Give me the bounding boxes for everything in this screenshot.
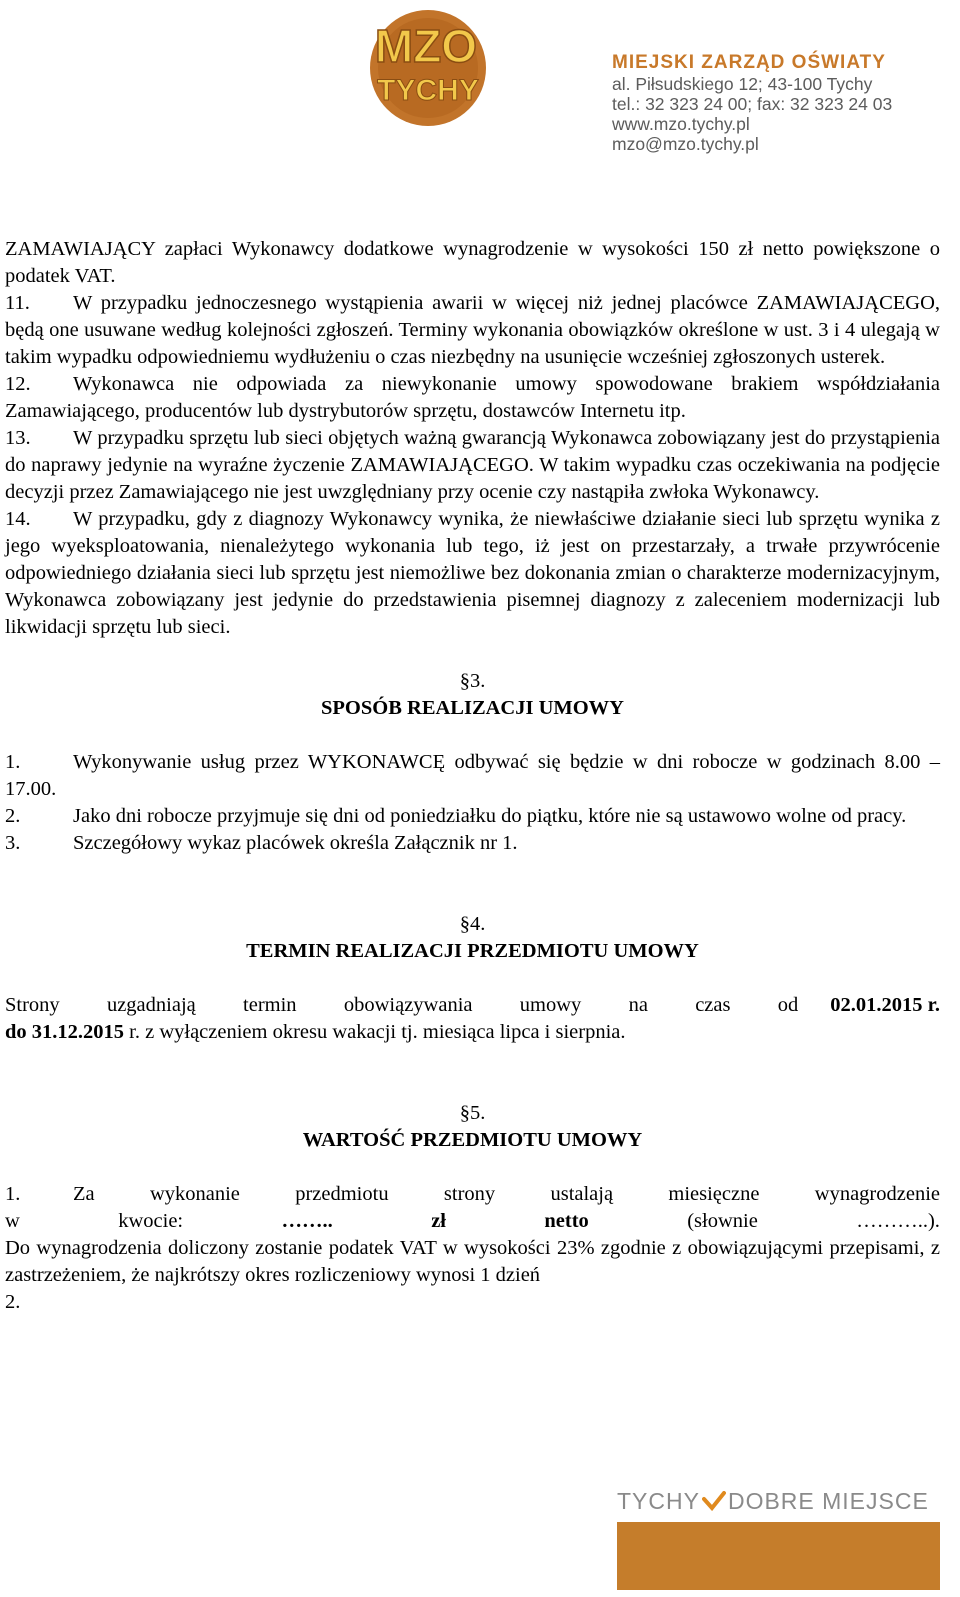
mzo-tychy-logo bbox=[352, 2, 500, 127]
section-3-title: SPOSÓB REALIZACJI UMOWY bbox=[321, 697, 624, 719]
spacer bbox=[5, 1046, 940, 1100]
section-4-title: TERMIN REALIZACJI PRZEDMIOTU UMOWY bbox=[246, 940, 699, 962]
paragraph-14 bbox=[5, 506, 940, 641]
item-text: Wykonywanie usług przez WYKONAWCĘ odbywać się będzie w dni robocze w godzinach 8.00 – 17.00. bbox=[5, 751, 940, 800]
section-4-text-end: r. z wyłączeniem okresu wakacji tj. miesiąca lipca i sierpnia. bbox=[124, 1021, 626, 1043]
spacer bbox=[5, 722, 940, 749]
document-body bbox=[5, 236, 940, 1316]
paragraph-intro: ZAMAWIAJĄCY zapłaci Wykonawcy dodatkowe wynagrodzenie w wysokości 150 zł netto powiększone o podatek VAT. bbox=[5, 238, 940, 287]
slogan-right: DOBRE MIEJSCE bbox=[727, 1488, 929, 1514]
paragraph-number: 12. bbox=[5, 373, 31, 395]
section-3-item-1 bbox=[5, 749, 940, 803]
section-4-date-to: do 31.12.2015 bbox=[5, 1021, 125, 1043]
spacer bbox=[5, 857, 940, 911]
net-label: netto bbox=[544, 1210, 589, 1232]
currency: zł bbox=[431, 1210, 446, 1232]
item-text: Za wykonanie przedmiotu strony ustalają miesięczne wynagrodzenie bbox=[73, 1183, 940, 1205]
section-4-number: §4. bbox=[459, 913, 486, 935]
logo-text-bottom: TYCHY bbox=[377, 74, 479, 107]
footer-slogan bbox=[617, 1488, 940, 1514]
section-5-number: §5. bbox=[459, 1102, 486, 1124]
slogan-left: TYCHY bbox=[617, 1488, 700, 1514]
item-text: Szczegółowy wykaz placówek określa Załącznik nr 1. bbox=[73, 832, 518, 854]
checkmark-icon bbox=[702, 1491, 726, 1511]
section-5-item-1-vat: Do wynagrodzenia doliczony zostanie podatek VAT w wysokości 23% zgodnie z obowiązującymi przepisami, z zastrzeżeniem, że najkrótszy okres rozliczeniowy wynosi 1 dzień bbox=[5, 1237, 940, 1286]
organization-email[interactable]: mzo@mzo.tychy.pl bbox=[612, 134, 759, 154]
organization-address: al. Piłsudskiego 12; 43-100 Tychy bbox=[612, 74, 873, 94]
section-3-item-2 bbox=[5, 803, 940, 830]
paragraph-11 bbox=[5, 290, 940, 371]
item-number: 3. bbox=[5, 832, 21, 854]
section-3-item-3 bbox=[5, 830, 940, 857]
section-5-item-1-line-1 bbox=[5, 1181, 940, 1208]
section-5-title: WARTOŚĆ PRZEDMIOTU UMOWY bbox=[302, 1129, 643, 1151]
section-5-item-2 bbox=[5, 1289, 940, 1316]
section-5-item-1-line-2 bbox=[5, 1208, 940, 1235]
paragraph-text: Wykonawca nie odpowiada za niewykonanie umowy spowodowane brakiem współdziałania Zamawiającego, producentów lub dystrybutorów sprzętu, dostawców Internetu itp. bbox=[5, 373, 940, 422]
letterhead bbox=[0, 0, 960, 190]
section-4-line-1 bbox=[5, 992, 940, 1019]
amount-words-placeholder: ………..). bbox=[856, 1210, 940, 1232]
paragraph-number: 11. bbox=[5, 292, 30, 314]
footer bbox=[617, 1488, 940, 1590]
item-number: 1. bbox=[5, 1183, 21, 1205]
spacer bbox=[5, 641, 940, 668]
amount-placeholder: …….. bbox=[281, 1210, 333, 1232]
section-4-text: Strony uzgadniają termin obowiązywania umowy na czas od bbox=[5, 994, 799, 1016]
logo-text-top: MZO bbox=[374, 20, 478, 72]
paragraph-text: W przypadku, gdy z diagnozy Wykonawcy wynika, że niewłaściwe działanie sieci lub sprzętu wynika z jego wyeksploatowania, nienależytego wykonania lub tego, iż jest on przestarzały, a trwałe przywrócenie odpowiedniego działania sieci lub sprzętu jest niemożliwe bez dokonania zmian o charakterze modernizacyjnym, Wykonawca zobowiązany jest jedynie do przedstawienia pisemnej diagnozy z zaleceniem modernizacji lub likwidacji sprzętu lub sieci. bbox=[5, 508, 940, 638]
footer-color-bar bbox=[617, 1522, 940, 1590]
paragraph-12 bbox=[5, 371, 940, 425]
organization-website[interactable]: www.mzo.tychy.pl bbox=[612, 114, 750, 134]
item-number: 1. bbox=[5, 751, 21, 773]
spacer bbox=[5, 1154, 940, 1181]
word: (słownie bbox=[687, 1210, 758, 1232]
organization-info bbox=[612, 52, 892, 154]
paragraph-number: 13. bbox=[5, 427, 31, 449]
item-number: 2. bbox=[5, 1291, 21, 1313]
paragraph-number: 14. bbox=[5, 508, 31, 530]
paragraph-text: W przypadku jednoczesnego wystąpienia awarii w więcej niż jednej placówce ZAMAWIAJĄCEGO, będą one usuwane według kolejności zgłoszeń. Terminy wykonania obowiązków określone w ust. 3 i 4 ulegają w takim wypadku odpowiedniemu wydłużeniu o czas niezbędny na usunięcie wcześniej zgłoszonych usterek. bbox=[5, 292, 940, 368]
section-3-number: §3. bbox=[459, 670, 486, 692]
item-text: Jako dni robocze przyjmuje się dni od poniedziałku do piątku, które nie są ustawowo wolne od pracy. bbox=[73, 805, 907, 827]
paragraph-13 bbox=[5, 425, 940, 506]
word: w bbox=[5, 1210, 20, 1232]
word: kwocie: bbox=[118, 1210, 184, 1232]
section-4-date-from: 02.01.2015 r. bbox=[830, 994, 940, 1016]
organization-name: MIEJSKI ZARZĄD OŚWIATY bbox=[612, 52, 886, 73]
organization-phone: tel.: 32 323 24 00; fax: 32 323 24 03 bbox=[612, 94, 893, 114]
paragraph-text: W przypadku sprzętu lub sieci objętych ważną gwarancją Wykonawca zobowiązany jest do przystąpienia do naprawy jedynie na wyraźne życzenie ZAMAWIAJĄCEGO. W takim wypadku czas oczekiwania na podjęcie decyzji przez Zamawiającego nie jest uwzględniany przy ocenie czy nastąpiła zwłoka Wykonawcy. bbox=[5, 427, 940, 503]
spacer bbox=[5, 965, 940, 992]
section-4-line-2 bbox=[5, 1019, 940, 1046]
item-number: 2. bbox=[5, 805, 21, 827]
